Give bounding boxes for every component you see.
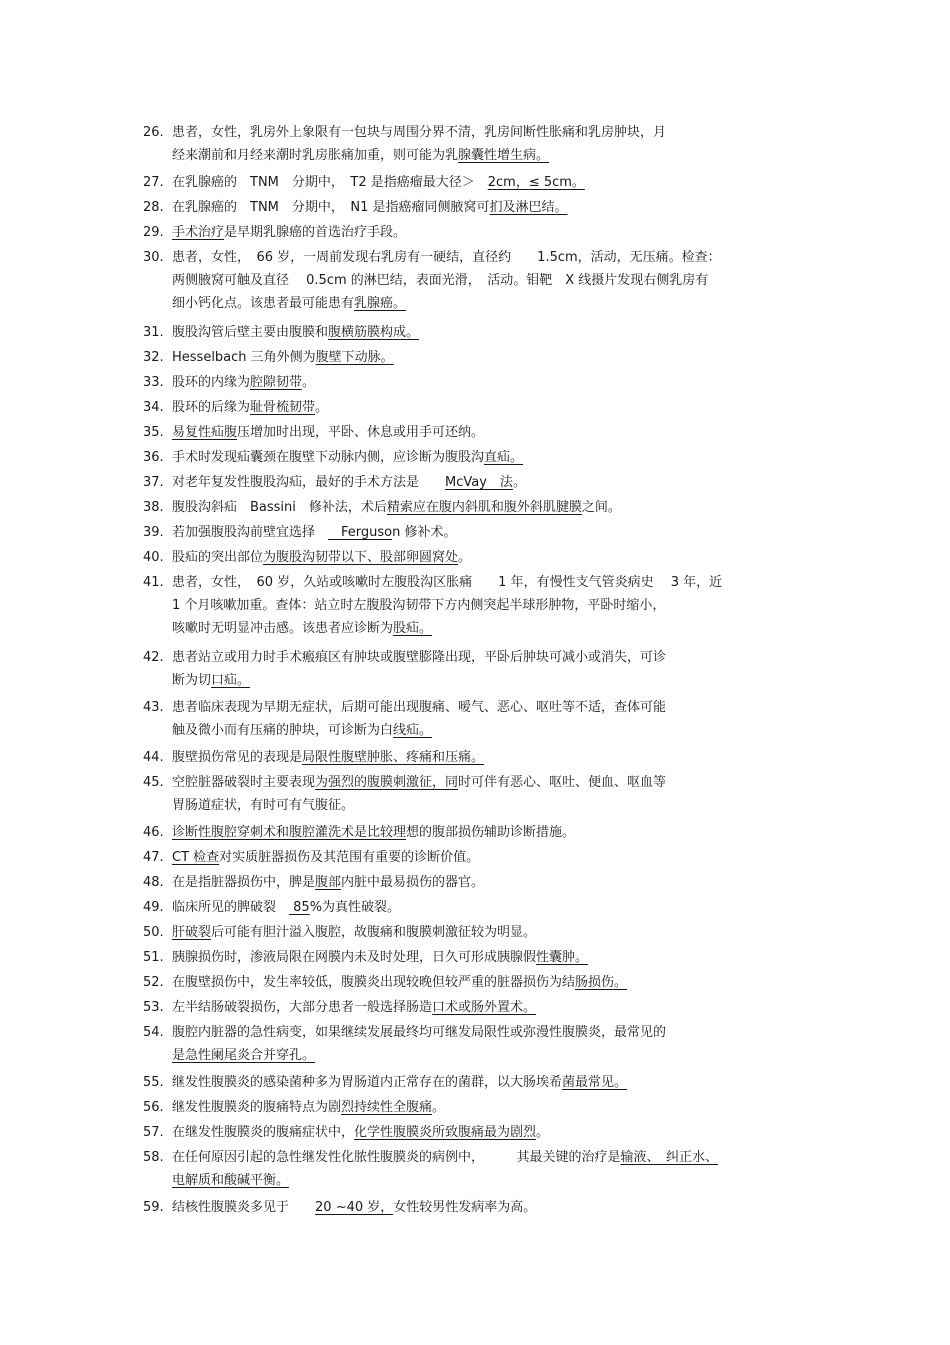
answer-underline: 输液、 纠正水、 <box>620 1150 719 1165</box>
question-number: 42. <box>143 650 164 665</box>
question-item <box>143 470 813 495</box>
question-line: 对老年复发性腹股沟疝，最好的手术方法是 McVay 法。 <box>172 475 526 490</box>
answer-underline: 菌最常见。 <box>562 1075 628 1090</box>
question-line: 细小钙化点。该患者最可能患有乳腺癌。 <box>172 296 407 311</box>
question-item <box>143 195 813 220</box>
question-item <box>143 545 813 570</box>
answer-underline: 腹壁下动脉。 <box>315 350 394 365</box>
answer-underline: 扪及淋巴结。 <box>489 200 568 215</box>
question-text <box>172 420 813 445</box>
question-number: 57. <box>143 1125 164 1140</box>
question-text <box>172 195 813 220</box>
question-line: 肝破裂后可能有胆汁溢入腹腔，故腹痛和腹膜刺激征较为明显。 <box>172 925 537 940</box>
question-number: 59. <box>143 1200 164 1215</box>
answer-underline: CT 检查 <box>172 850 220 865</box>
question-line: CT 检查对实质脏器损伤及其范围有重要的诊断价值。 <box>172 850 480 865</box>
question-item <box>143 1095 813 1120</box>
question-line: 易复性疝腹压增加时出现，平卧、休息或用手可还纳。 <box>172 425 485 440</box>
question-line: 诊断性腹腔穿刺术和腹腔灌洗术是比较理想的腹部损伤辅助诊断措施。 <box>172 825 576 840</box>
question-number: 56. <box>143 1100 164 1115</box>
question-number: 49. <box>143 900 164 915</box>
question-item <box>143 1070 813 1095</box>
question-line: 触及微小而有压痛的肿块，可诊断为白线疝。 <box>172 723 433 738</box>
question-item <box>143 1195 813 1220</box>
answer-underline: 股疝。 <box>393 621 433 636</box>
question-line: 在乳腺癌的 TNM 分期中， N1 是指癌瘤同侧腋窝可扪及淋巴结。 <box>172 200 568 215</box>
answer-underline: 为腹股沟韧带以下、股部卵圆窝处 <box>263 550 459 565</box>
question-text <box>172 545 813 570</box>
question-number: 47. <box>143 850 164 865</box>
question-text <box>172 370 813 395</box>
question-number: 44. <box>143 750 164 765</box>
question-text <box>172 395 813 420</box>
question-text <box>172 570 813 641</box>
answer-underline: 性囊肿。 <box>536 950 589 965</box>
question-line: 患者站立或用力时手术瘢痕区有肿块或腹壁膨隆出现，平卧后肿块可减小或消失，可诊 <box>172 650 667 665</box>
answer-underline: Ferguso <box>328 525 393 540</box>
question-text <box>172 920 813 945</box>
question-line: 咳嗽时无明显冲击感。该患者应诊断为股疝。 <box>172 621 433 636</box>
question-number: 53. <box>143 1000 164 1015</box>
question-line: 继发性腹膜炎的感染菌种多为胃肠道内正常存在的菌群，以大肠埃希菌最常见。 <box>172 1075 628 1090</box>
question-number: 33. <box>143 375 164 390</box>
question-text <box>172 845 813 870</box>
question-item <box>143 220 813 245</box>
answer-underline: 易复性疝腹 <box>172 425 238 440</box>
question-number: 52. <box>143 975 164 990</box>
question-number: 54. <box>143 1025 164 1040</box>
question-number: 37. <box>143 475 164 490</box>
question-item <box>143 495 813 520</box>
question-item <box>143 445 813 470</box>
question-item <box>143 820 813 845</box>
question-line: 股环的内缘为腔隙韧带。 <box>172 375 316 390</box>
question-item <box>143 745 813 770</box>
question-number: 55. <box>143 1075 164 1090</box>
answer-underline: 20 ~40 岁， <box>315 1200 394 1215</box>
question-number: 36. <box>143 450 164 465</box>
question-item <box>143 420 813 445</box>
question-number: 41. <box>143 575 164 590</box>
question-item <box>143 570 813 641</box>
question-text <box>172 745 813 770</box>
answer-underline: 精索应在腹内斜肌和腹外斜肌腱膜 <box>386 500 582 515</box>
question-line: 1 个月咳嗽加重。查体：站立时左腹股沟韧带下方内侧突起半球形肿物，平卧时缩小， <box>172 598 666 613</box>
question-item <box>143 895 813 920</box>
question-line: 在是指脏器损伤中，脾是腹部内脏中最易损伤的器官。 <box>172 875 485 890</box>
question-number: 40. <box>143 550 164 565</box>
question-line <box>172 1043 813 1068</box>
question-number: 38. <box>143 500 164 515</box>
answer-underline: 腔隙韧带 <box>250 375 303 390</box>
question-text <box>172 1095 813 1120</box>
question-line <box>172 1168 813 1193</box>
question-number: 39. <box>143 525 164 540</box>
answer-underline: 电解质和酸碱平衡。 <box>172 1173 290 1188</box>
question-item <box>143 870 813 895</box>
question-number: 48. <box>143 875 164 890</box>
question-text <box>172 220 813 245</box>
answer-underline: 乳腺癌。 <box>354 296 407 311</box>
question-line: 断为切口疝。 <box>172 673 251 688</box>
answer-underline: 肝破裂 <box>172 925 212 940</box>
question-line: 空腔脏器破裂时主要表现为强烈的腹膜刺激征，同时可伴有恶心、呕吐、便血、呕血等 <box>172 775 667 790</box>
question-text <box>172 945 813 970</box>
question-line: 患者，女性， 66 岁，一周前发现右乳房有一硬结，直径约 1.5cm，活动，无压痛。检查： <box>172 250 721 265</box>
question-text <box>172 820 813 845</box>
question-number: 34. <box>143 400 164 415</box>
question-item <box>143 170 813 195</box>
question-item <box>143 320 813 345</box>
question-line: 两侧腋窝可触及直径 0.5cm 的淋巴结，表面光滑， 活动。钼靶 X 线摄片发现右侧乳房有 <box>172 273 709 288</box>
question-text <box>172 1195 813 1220</box>
question-text <box>172 445 813 470</box>
question-number: 32. <box>143 350 164 365</box>
question-item <box>143 1145 813 1193</box>
question-text <box>172 645 813 693</box>
question-line: 在继发性腹膜炎的腹痛症状中，化学性腹膜炎所致腹痛最为剧烈。 <box>172 1125 550 1140</box>
question-item <box>143 345 813 370</box>
answer-underline: 肠损伤。 <box>575 975 628 990</box>
question-line: 继发性腹膜炎的腹痛特点为剧烈持续性全腹痛。 <box>172 1100 446 1115</box>
answer-underline: 2cm，≤ 5cm。 <box>487 175 585 190</box>
question-line: 在乳腺癌的 TNM 分期中， T2 是指癌瘤最大径＞ 2cm，≤ 5cm。 <box>172 175 585 190</box>
question-number: 26. <box>143 125 164 140</box>
answer-underline: 局限性腹壁肿胀、疼痛和压痛。 <box>302 750 485 765</box>
question-item <box>143 970 813 995</box>
question-line: 左半结肠破裂损伤，大部分患者一般选择肠造口术或肠外置术。 <box>172 1000 537 1015</box>
question-item <box>143 120 813 168</box>
question-text <box>172 770 813 818</box>
question-line: 胃肠道症状，有时可有气腹征。 <box>172 798 355 813</box>
question-text <box>172 1020 813 1068</box>
question-line: 股环的后缘为耻骨梳韧带。 <box>172 400 329 415</box>
question-text <box>172 170 813 195</box>
question-line: 在任何原因引起的急性继发性化脓性腹膜炎的病例中， 其最关键的治疗是输液、 纠正水、 <box>172 1150 719 1165</box>
question-number: 50. <box>143 925 164 940</box>
question-item <box>143 920 813 945</box>
question-line: 腹股沟斜疝 Bassini 修补法，术后精索应在腹内斜肌和腹外斜肌腱膜之间。 <box>172 500 621 515</box>
question-number: 28. <box>143 200 164 215</box>
question-line: Hesselbach 三角外侧为腹壁下动脉。 <box>172 350 394 365</box>
question-text <box>172 895 813 920</box>
question-line: 经来潮前和月经来潮时乳房胀痛加重，则可能为乳腺囊性增生病。 <box>172 148 550 163</box>
question-number: 31. <box>143 325 164 340</box>
question-number: 30. <box>143 250 164 265</box>
question-item <box>143 1120 813 1145</box>
question-text <box>172 495 813 520</box>
answer-underline: 是急性阑尾炎合并穿孔。 <box>172 1048 316 1063</box>
question-text <box>172 695 813 743</box>
answer-underline: 腺囊性增生病。 <box>458 148 550 163</box>
answer-underline: 腹部 <box>315 875 342 890</box>
question-text <box>172 470 813 495</box>
question-text <box>172 520 813 545</box>
question-line: 手术治疗是早期乳腺癌的首选治疗手段。 <box>172 225 407 240</box>
question-line: 腹壁损伤常见的表现是局限性腹壁肿胀、疼痛和压痛。 <box>172 750 485 765</box>
question-item <box>143 945 813 970</box>
question-line: 股疝的突出部位为腹股沟韧带以下、股部卵圆窝处。 <box>172 550 472 565</box>
question-number: 29. <box>143 225 164 240</box>
question-number: 43. <box>143 700 164 715</box>
question-text <box>172 1070 813 1095</box>
question-line: 患者，女性， 60 岁，久站或咳嗽时左腹股沟区胀痛 1 年，有慢性支气管炎病史 3 年，近 <box>172 575 723 590</box>
question-line: 结核性腹膜炎多见于 20 ~40 岁，女性较男性发病率为高。 <box>172 1200 537 1215</box>
question-item <box>143 995 813 1020</box>
question-line: 腹腔内脏器的急性病变，如果继续发展最终均可继发局限性或弥漫性腹膜炎，最常见的 <box>172 1025 667 1040</box>
answer-underline: 腹横筋膜构成。 <box>328 325 420 340</box>
answer-underline: 化学性腹膜炎所致腹痛最为剧烈 <box>354 1125 537 1140</box>
answer-underline: 线疝。 <box>393 723 433 738</box>
question-text <box>172 870 813 895</box>
question-item <box>143 695 813 743</box>
question-item <box>143 845 813 870</box>
question-text <box>172 1145 813 1193</box>
question-number: 45. <box>143 775 164 790</box>
question-number: 35. <box>143 425 164 440</box>
question-number: 51. <box>143 950 164 965</box>
question-item <box>143 770 813 818</box>
answer-underline: 口术或肠外置术。 <box>432 1000 537 1015</box>
answer-underline: 直疝。 <box>484 450 524 465</box>
question-item <box>143 1020 813 1068</box>
answer-underline: 耻骨梳韧带 <box>250 400 316 415</box>
answer-underline: 85 <box>289 900 310 915</box>
answer-underline: McVay 法 <box>445 475 513 490</box>
question-item <box>143 370 813 395</box>
question-text <box>172 245 813 316</box>
question-text <box>172 970 813 995</box>
question-line: 胰腺损伤时，渗液局限在网膜内未及时处理，日久可形成胰腺假性囊肿。 <box>172 950 589 965</box>
question-number: 27. <box>143 175 164 190</box>
question-item <box>143 245 813 316</box>
question-line: 若加强腹股沟前壁宜选择 Ferguson 修补术。 <box>172 525 457 540</box>
question-text <box>172 345 813 370</box>
answer-underline: 口疝。 <box>211 673 251 688</box>
answer-underline: 烈持续性全腹痛 <box>341 1100 433 1115</box>
question-item <box>143 520 813 545</box>
question-line: 患者，女性，乳房外上象限有一包块与周围分界不清，乳房间断性胀痛和乳房肿块，月 <box>172 125 667 140</box>
question-line: 患者临床表现为早期无症状，后期可能出现腹痛、嗳气、恶心、呕吐等不适，查体可能 <box>172 700 667 715</box>
question-text <box>172 320 813 345</box>
question-line: 手术时发现疝囊颈在腹壁下动脉内侧，应诊断为腹股沟直疝。 <box>172 450 524 465</box>
question-item <box>143 645 813 693</box>
answer-underline: 手术治疗 <box>172 225 225 240</box>
answer-underline: 诊断性腹腔穿刺术和腹腔灌洗术是比较理 <box>172 825 407 840</box>
question-line: 在腹壁损伤中，发生率较低，腹膜炎出现较晚但较严重的脏器损伤为结肠损伤。 <box>172 975 628 990</box>
question-text <box>172 995 813 1020</box>
question-text <box>172 120 813 168</box>
question-number: 58. <box>143 1150 164 1165</box>
question-item <box>143 395 813 420</box>
question-line: 临床所见的脾破裂 85%为真性破裂。 <box>172 900 401 915</box>
question-text <box>172 1120 813 1145</box>
question-line: 腹股沟管后壁主要由腹膜和腹横筋膜构成。 <box>172 325 420 340</box>
question-number: 46. <box>143 825 164 840</box>
answer-underline: 为强烈的腹膜刺激征，同 <box>315 775 459 790</box>
